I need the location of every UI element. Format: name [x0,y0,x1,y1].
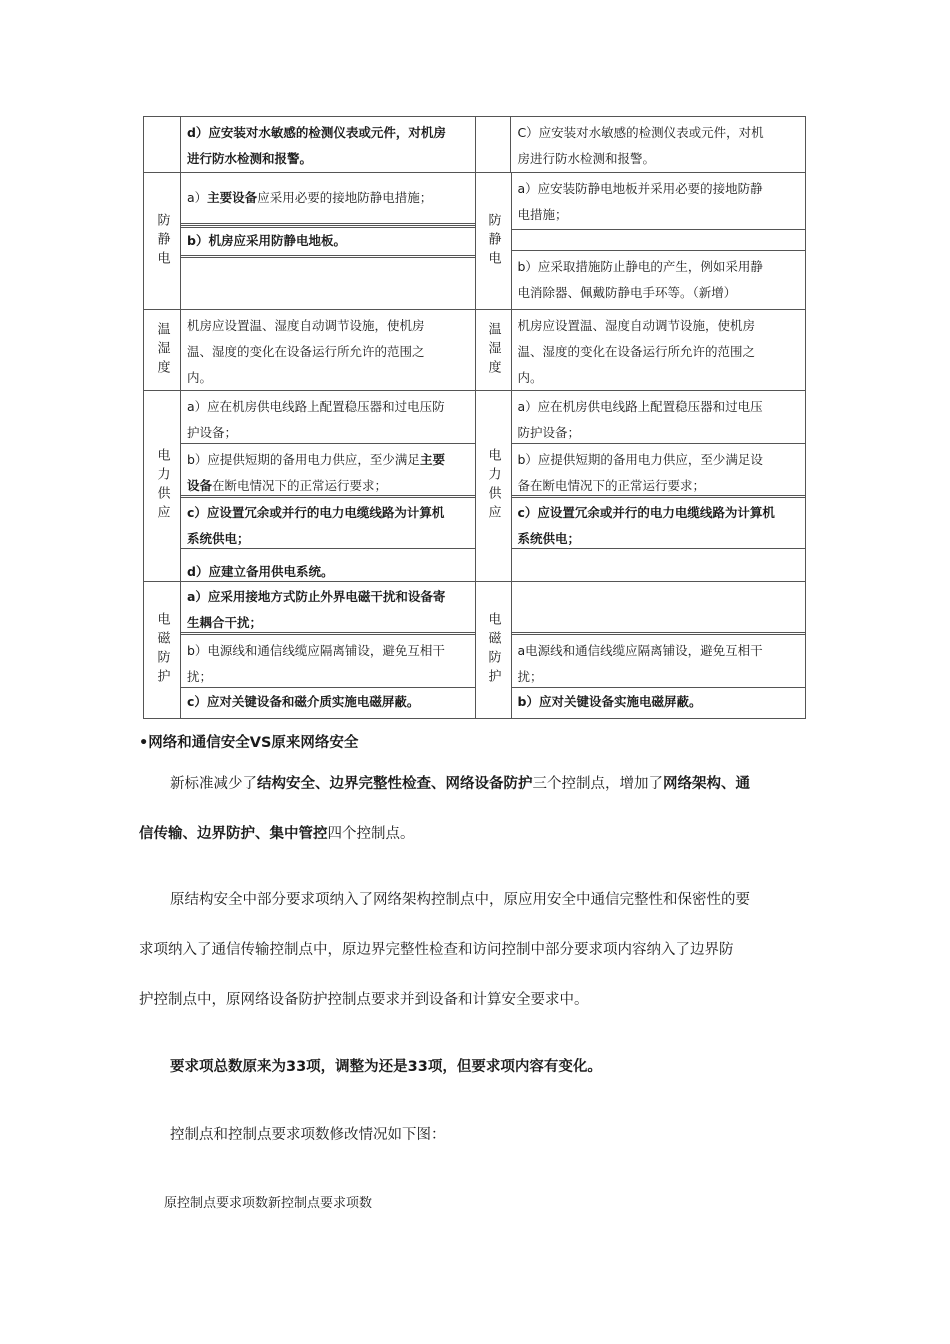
section-title: •网络和通信安全VS原来网络安全 [139,735,359,751]
paragraph-line: 求项纳入了通信传输控制点中，原边界完整性检查和访问控制中部分要求项内容纳入了边界防 [139,942,734,958]
paragraph-line: 控制点和控制点要求项数修改情况如下图： [170,1127,446,1143]
category-label: 防静电 [475,173,511,309]
old-standard-cell [180,117,475,172]
paragraph-line: 护控制点中，原网络设备防护控制点要求并到设备和计算安全要求中。 [139,992,589,1008]
requirement-text: a）应安装防静电地板并采用必要的接地防静 电措施； [517,181,763,222]
category-cell [475,117,511,172]
category-cell [144,117,180,172]
requirement-text: d）应建立备用供电系统。 [181,548,475,588]
new-standard-cell [511,582,806,718]
old-standard-cell [180,173,475,309]
new-standard-cell [511,391,806,581]
table-row [144,581,805,718]
category-label: 电力供应 [475,391,511,581]
requirement-text: b）应提供短期的备用电力供应，至少满足设 备在断电情况下的正常运行要求； [512,443,806,495]
requirement-text: b）应采取措施防止静电的产生，例如采用静 电消除器、佩戴防静电手环等。（新增） [512,250,806,309]
new-standard-cell [511,310,806,390]
category-label: 电力供应 [154,448,170,524]
paragraph-line: 新标准减少了结构安全、边界完整性检查、网络设备防护三个控制点，增加了网络架构、通 [170,776,750,792]
requirement-text: c）应设置冗余或并行的电力电缆线路为计算机 系统供电； [187,505,445,546]
requirement-text: c）应对关键设备和磁介质实施电磁屏蔽。 [181,687,475,718]
new-standard-cell [511,173,806,309]
comparison-table [143,116,806,719]
table-row [144,309,805,390]
requirement-text: d）应安装对水敏感的检测仪表或元件，对机房 进行防水检测和报警。 [186,125,446,166]
old-standard-cell [180,391,475,581]
requirement-text: a）应在机房供电线路上配置稳压器和过电压防 护设备； [187,399,445,440]
requirement-text: 机房应设置温、湿度自动调节设施，使机房 温、湿度的变化在设备运行所允许的范围之 内。 [517,318,756,385]
category-label: 温湿度 [154,321,170,379]
paragraph-line: 信传输、边界防护、集中管控四个控制点。 [139,826,415,842]
requirement-text: a）应在机房供电线路上配置稳压器和过电压 防护设备； [517,399,763,440]
requirement-text: b）应提供短期的备用电力供应，至少满足主要 设备在断电情况下的正常运行要求； [181,443,475,495]
requirement-text: b）电源线和通信线缆应隔离铺设，避免互相干 扰； [187,643,445,684]
figure-caption: 原控制点要求项数新控制点要求项数 [164,1196,373,1211]
requirement-text: a电源线和通信线缆应隔离铺设，避免互相干 扰； [517,643,763,684]
requirement-text: c）应设置冗余或并行的电力电缆线路为计算机 系统供电； [517,505,775,546]
requirement-text: b）应对关键设备实施电磁屏蔽。 [512,687,806,718]
paragraph-line: 原结构安全中部分要求项纳入了网络架构控制点中，原应用安全中通信完整性和保密性的要 [170,892,750,908]
requirement-text: 机房应设置温、湿度自动调节设施，使机房 温、湿度的变化在设备运行所允许的范围之 内。 [187,318,425,385]
category-label: 防静电 [154,212,170,270]
requirement-text: C）应安装对水敏感的检测仪表或元件，对机 房进行防水检测和报警。 [517,125,764,166]
requirement-text: a）主要设备应采用必要的接地防静电措施； [187,190,433,205]
category-label: 温湿度 [475,310,511,390]
requirement-text: b）机房应采用防静电地板。 [181,227,475,255]
category-label: 电磁防护 [154,612,170,688]
table-row [144,172,805,309]
requirement-text: a）应采用接地方式防止外界电磁干扰和设备寄 生耦合干扰； [187,589,446,630]
table-row [144,117,805,172]
table-row [144,390,805,581]
paragraph-bold: 要求项总数原来为33项，调整为还是33项，但要求项内容有变化。 [170,1059,602,1075]
category-label: 电磁防护 [475,582,511,718]
new-standard-cell [510,117,805,172]
old-standard-cell [180,582,475,718]
old-standard-cell [180,310,475,390]
